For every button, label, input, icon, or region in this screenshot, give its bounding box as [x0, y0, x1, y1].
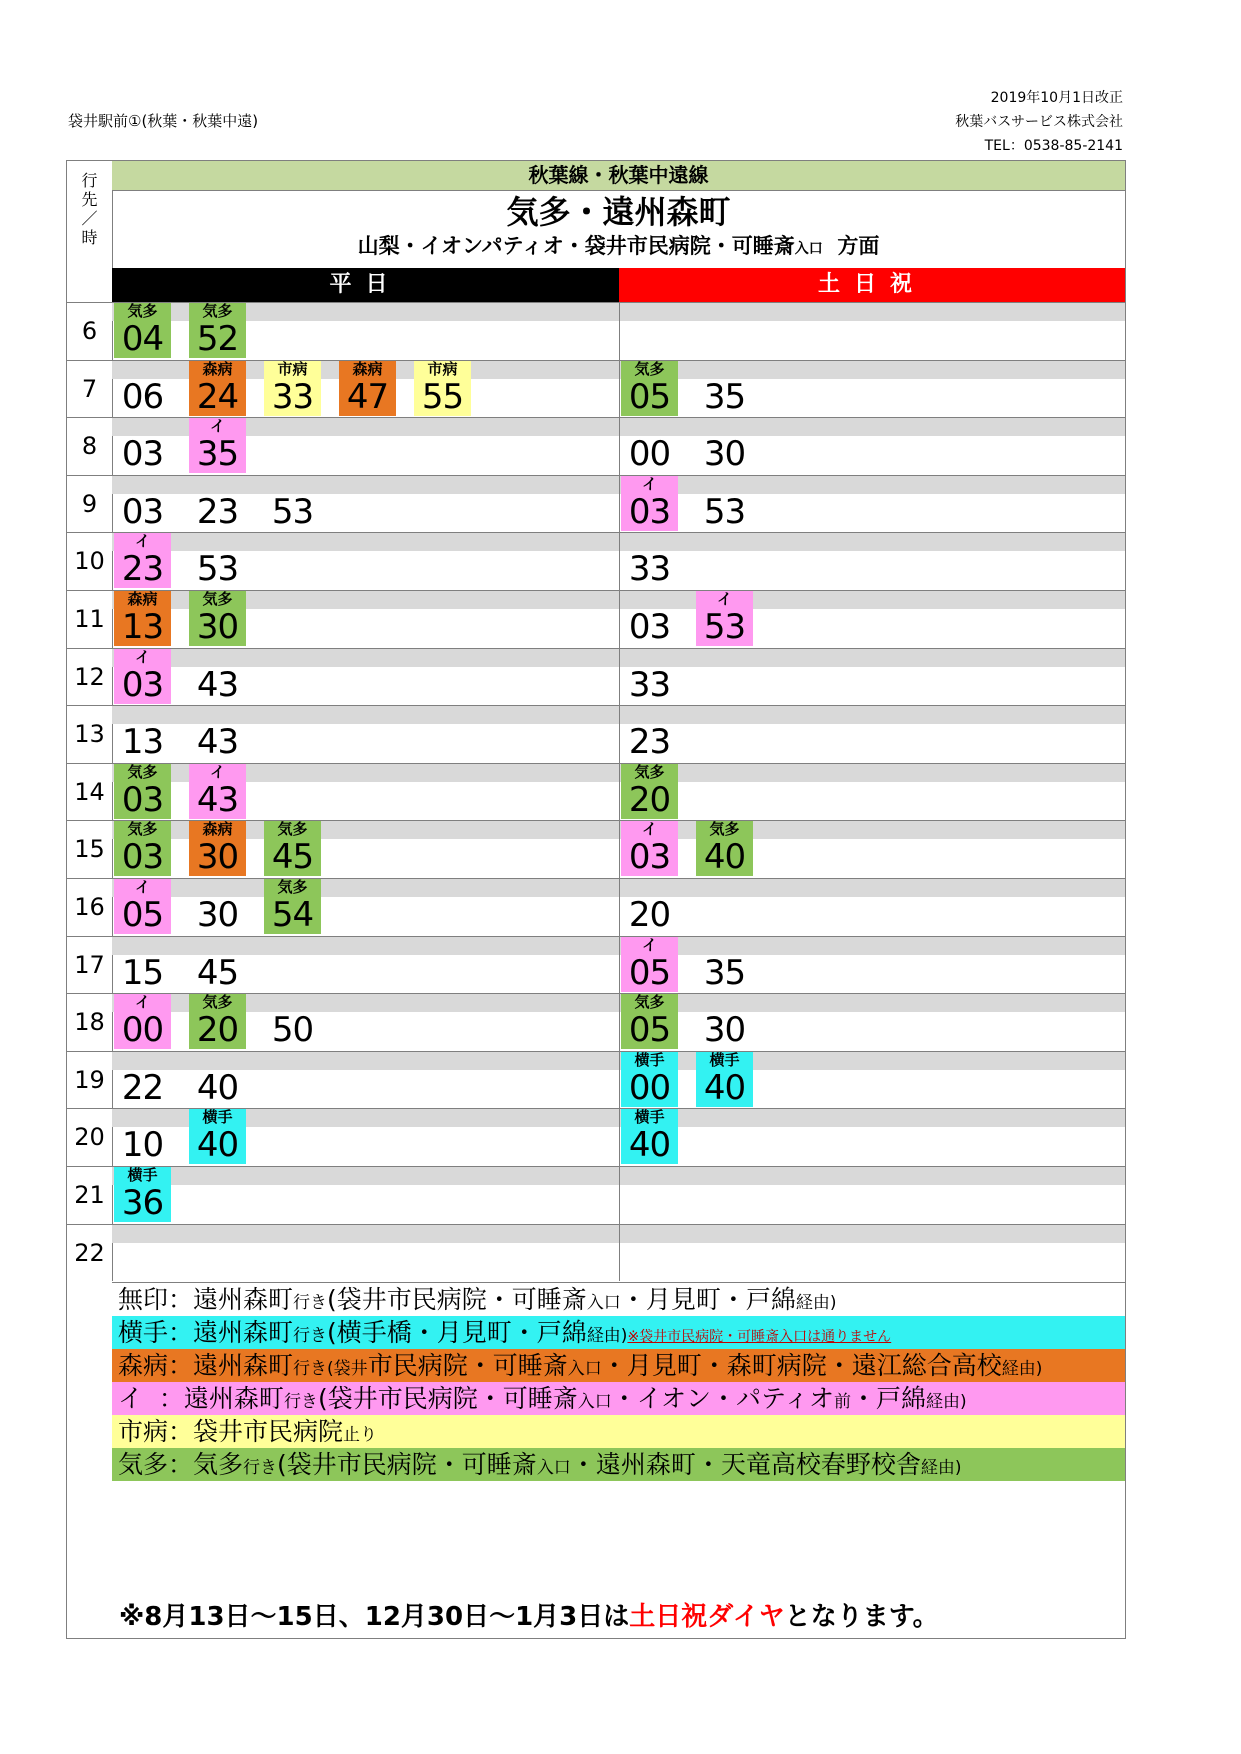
departure-minute: 03 [121, 434, 164, 475]
legend-key: 気多 [118, 1450, 169, 1479]
departure-tag [621, 879, 678, 896]
hour-label: 11 [74, 605, 105, 633]
hour-row [67, 705, 1125, 763]
departure-tag [114, 1052, 171, 1069]
weekday-departure [264, 879, 321, 934]
departure-tag [114, 937, 171, 954]
legend-ion: イ ：遠州森町行き(袋井市民病院・可睡斎入口・イオン・パティオ前・戸綿経由) [112, 1382, 1125, 1415]
legend-via-small2: 前 [833, 1392, 851, 1412]
departure-tag: 気多 [127, 302, 158, 320]
departure-minute: 40 [628, 1125, 671, 1166]
legend [112, 1282, 1125, 1481]
departure-minute: 05 [121, 895, 164, 935]
legend-via-small: 入口 [577, 1392, 612, 1412]
weekday-departure [189, 303, 246, 358]
departure-tag: イ [641, 935, 657, 954]
hour-row [67, 878, 1125, 936]
weekday-departure [114, 879, 171, 934]
weekday-departure [189, 361, 246, 416]
departure-tag: 気多 [634, 762, 665, 781]
weekday-departure [114, 649, 171, 704]
departure-minute: 52 [196, 319, 239, 359]
weekday-departure [264, 994, 321, 1049]
departure-minute: 30 [196, 837, 239, 878]
legend-dest: 遠州森町 [193, 1285, 294, 1314]
departure-tag: 気多 [202, 302, 233, 320]
weekday-departure [114, 476, 171, 531]
legend-suffix: 行き [293, 1326, 328, 1346]
departure-minute: 30 [703, 434, 746, 475]
departure-tag: イ [716, 590, 732, 608]
hour-row [67, 763, 1125, 821]
holiday-departure [621, 591, 678, 646]
departure-minute: 47 [346, 376, 389, 417]
hour-label: 8 [81, 432, 98, 461]
departure-tag: イ [134, 647, 150, 666]
departure-minute: 40 [703, 1067, 746, 1108]
via-line [112, 233, 1125, 262]
departure-minute: 40 [196, 1125, 239, 1166]
legend-none: 無印：遠州森町行き(袋井市民病院・可睡斎入口・月見町・戸綿経由) [118, 1285, 837, 1314]
departure-tag [189, 649, 246, 666]
departure-tag [621, 533, 678, 550]
departure-tag [189, 476, 246, 493]
departure-minute: 43 [196, 722, 239, 763]
departure-tag: 気多 [127, 762, 158, 781]
weekday-departure [114, 591, 171, 646]
departure-minute: 33 [628, 549, 671, 590]
legend-mori: 森病：遠州森町行き(袋井市民病院・可睡斎入口・月見町・森町病院・遠江総合高校経由) [112, 1349, 1125, 1382]
hour-row [67, 1224, 1125, 1282]
departure-minute: 03 [121, 837, 164, 878]
hour-label: 6 [81, 317, 98, 345]
departure-minute: 45 [196, 952, 239, 993]
hour-label: 21 [74, 1181, 105, 1209]
timetable-frame [66, 160, 1126, 1639]
weekday-departure [264, 476, 321, 531]
departure-minute: 55 [421, 376, 464, 417]
holiday-departure [621, 937, 678, 992]
departure-minute: 24 [196, 376, 239, 417]
legend-key: 市病 [118, 1417, 169, 1446]
legend-key: 横手 [118, 1318, 169, 1347]
departure-tag [189, 937, 246, 954]
departure-minute: 00 [628, 434, 671, 475]
departure-tag: 森病 [352, 359, 383, 378]
holiday-departure [621, 706, 678, 761]
departure-tag [114, 1109, 171, 1126]
hour-label: 13 [74, 720, 105, 749]
departure-tag [696, 476, 753, 493]
departure-minute: 43 [196, 664, 239, 705]
legend-end: 経由) [795, 1293, 837, 1313]
departure-minute: 35 [703, 376, 746, 417]
hour-label: 12 [74, 662, 105, 691]
weekday-departure [264, 361, 321, 416]
weekday-departure [114, 533, 171, 588]
footnote [119, 1596, 939, 1633]
departure-minute: 23 [628, 722, 671, 763]
hour-label: 7 [81, 374, 98, 403]
departure-minute: 13 [121, 722, 164, 763]
departure-tag: イ [134, 532, 150, 551]
departure-minute: 20 [628, 895, 671, 935]
departure-tag [189, 706, 246, 723]
departure-tag: 横手 [709, 1050, 740, 1069]
departure-tag [114, 361, 171, 378]
hour-label: 16 [74, 893, 105, 921]
legend-via-small-pre: (袋井 [327, 1359, 368, 1379]
departure-minute: 05 [628, 952, 671, 993]
departure-minute: 43 [196, 779, 239, 820]
hour-label: 22 [74, 1238, 105, 1267]
hour-column-header [67, 161, 112, 303]
legend-suffix: 行き [293, 1293, 328, 1313]
departure-tag: 気多 [202, 993, 233, 1012]
legend-via2: ・イオン・パティオ [611, 1384, 834, 1413]
departure-tag: イ [134, 878, 150, 896]
holiday-departure [696, 994, 753, 1049]
departure-tag: イ [209, 762, 225, 781]
departure-minute: 20 [628, 779, 671, 820]
departure-minute: 00 [121, 1010, 164, 1051]
footnote-red: 土日祝ダイヤ [629, 1602, 785, 1632]
weekday-departure [189, 879, 246, 934]
departure-minute: 36 [121, 1183, 164, 1223]
legend-end: 経由) [1001, 1359, 1043, 1379]
departure-minute: 53 [703, 607, 746, 647]
legend-via2: ・月見町・戸綿 [620, 1285, 796, 1314]
footnote-pre: ※8月13日～15日、12月30日～1月3日は [119, 1602, 630, 1632]
weekday-departure [114, 764, 171, 819]
departure-tag: イ [134, 993, 150, 1012]
departure-minute: 53 [703, 491, 746, 532]
departure-minute: 40 [703, 837, 746, 878]
weekday-departure [114, 821, 171, 876]
weekday-departure [189, 533, 246, 588]
departure-minute: 50 [271, 1010, 314, 1051]
holiday-departure [621, 476, 678, 531]
footnote-post: となります。 [784, 1602, 939, 1632]
departure-minute: 23 [196, 491, 239, 532]
legend-via: (横手橋・月見町・戸綿 [327, 1318, 587, 1347]
legend-suffix: 行き [243, 1458, 278, 1478]
legend-dest: 袋井市民病院 [193, 1417, 344, 1446]
via-small: 入口 [794, 241, 823, 257]
revision-date: 2019年10月1日改正 [990, 90, 1123, 106]
holiday-departure [621, 1052, 678, 1107]
holiday-departure [621, 764, 678, 819]
company-name: 秋葉バスサービス株式会社 [955, 114, 1123, 130]
hour-row [67, 993, 1125, 1051]
legend-suffix: 止り [343, 1425, 378, 1445]
departure-minute: 40 [196, 1067, 239, 1108]
holiday-departure [621, 1109, 678, 1164]
departure-tag: 気多 [202, 590, 233, 608]
holiday-departure [621, 879, 678, 934]
departure-minute: 22 [121, 1067, 164, 1108]
legend-dest: 遠州森町 [193, 1351, 294, 1380]
departure-minute: 13 [121, 607, 164, 647]
departure-tag: 森病 [127, 590, 158, 608]
via-direction: 方面 [837, 234, 880, 258]
weekday-departure [189, 821, 246, 876]
departure-minute: 30 [196, 895, 239, 935]
weekday-departure [114, 706, 171, 761]
legend-end: 経由) [925, 1392, 967, 1412]
departure-tag [114, 706, 171, 723]
departure-tag: 市病 [427, 359, 458, 378]
departure-minute: 00 [628, 1067, 671, 1108]
legend-via-small: 入口 [567, 1359, 602, 1379]
departure-minute: 30 [703, 1010, 746, 1051]
departure-minute: 06 [121, 376, 164, 417]
holiday-departure [621, 533, 678, 588]
column-divider [619, 302, 620, 1281]
departure-minute: 03 [628, 607, 671, 647]
holiday-departure [696, 476, 753, 531]
departure-tag: 市病 [277, 359, 308, 378]
legend-end: 経由) [586, 1326, 628, 1346]
departure-tag: 気多 [277, 820, 308, 839]
hour-row [67, 1051, 1125, 1109]
weekday-departure [189, 994, 246, 1049]
departure-tag: イ [641, 474, 657, 493]
departure-minute: 03 [121, 664, 164, 705]
departure-tag [696, 361, 753, 378]
weekday-departure [114, 303, 171, 358]
departure-minute: 10 [121, 1125, 164, 1166]
departure-tag [264, 994, 321, 1011]
departure-minute: 20 [196, 1010, 239, 1051]
departure-minute: 03 [121, 779, 164, 820]
weekday-departure [264, 821, 321, 876]
legend-via: (袋井市民病院・可睡斎 [317, 1384, 578, 1413]
departure-minute: 15 [121, 952, 164, 993]
legend-shi: 市病：袋井市民病院止り [112, 1415, 1125, 1448]
hour-row [67, 1108, 1125, 1166]
weekday-departure [114, 994, 171, 1049]
weekday-departure [189, 418, 246, 473]
hour-head-char: 時 [81, 228, 98, 247]
departure-tag: 森病 [202, 359, 233, 378]
departure-minute: 54 [271, 895, 314, 935]
header-info [955, 86, 1123, 158]
hour-label: 9 [81, 489, 98, 518]
weekday-departure [114, 937, 171, 992]
hour-row [67, 936, 1125, 994]
weekday-departure [189, 764, 246, 819]
weekday-departure [189, 706, 246, 761]
departure-minute: 03 [121, 491, 164, 532]
departure-tag [114, 418, 171, 435]
hour-head-char: 行 [81, 171, 98, 190]
hour-row [67, 590, 1125, 648]
weekday-departure [114, 361, 171, 416]
holiday-departure [696, 591, 753, 646]
holiday-departure [621, 994, 678, 1049]
weekday-departure [414, 361, 471, 416]
weekday-departure [189, 1052, 246, 1107]
hour-label: 10 [74, 547, 105, 576]
holiday-departure [696, 361, 753, 416]
hour-label: 18 [74, 1008, 105, 1037]
legend-kita: 気多：気多行き(袋井市民病院・可睡斎入口・遠州森町・天竜高校春野校舎経由) [112, 1448, 1125, 1481]
hour-head-char: 先 [81, 190, 98, 209]
holiday-departure [621, 418, 678, 473]
departure-minute: 33 [628, 664, 671, 705]
departure-tag [189, 879, 246, 896]
departure-tag: 横手 [634, 1108, 665, 1127]
departure-minute: 53 [271, 491, 314, 532]
hour-label: 15 [74, 835, 105, 864]
hour-row [67, 475, 1125, 533]
weekday-departure [189, 1109, 246, 1164]
weekday-departure [114, 418, 171, 473]
departure-minute: 35 [703, 952, 746, 993]
weekday-departure [189, 649, 246, 704]
departure-minute: 53 [196, 549, 239, 590]
hour-head-char: ／ [81, 209, 98, 228]
legend-note: ※袋井市民病院・可睡斎入口は通りません [627, 1329, 892, 1345]
legend-via2: ・月見町・森町病院・遠江総合高校 [601, 1351, 1002, 1380]
holiday-departure [696, 418, 753, 473]
departure-tag: イ [641, 820, 657, 839]
legend-end: 経由) [920, 1458, 962, 1478]
route-name: 秋葉線・秋葉中遠線 [112, 161, 1125, 191]
holiday-departure [696, 1052, 753, 1107]
legend-via3: ・戸綿 [850, 1384, 926, 1413]
departure-minute: 04 [121, 319, 164, 359]
legend-dest: 遠州森町 [183, 1384, 284, 1413]
legend-key: 無印 [118, 1285, 169, 1314]
hour-label: 17 [74, 950, 105, 979]
holiday-departure [696, 821, 753, 876]
departure-minute: 33 [271, 376, 314, 417]
weekday-departure [114, 1109, 171, 1164]
legend-yoko: 横手：遠州森町行き(横手橋・月見町・戸綿経由)※袋井市民病院・可睡斎入口は通りません [112, 1316, 1125, 1349]
weekday-departure [189, 937, 246, 992]
departure-minute: 03 [628, 491, 671, 532]
legend-via-small: 入口 [536, 1458, 571, 1478]
departure-tag: 横手 [202, 1108, 233, 1127]
holiday-departure [621, 649, 678, 704]
departure-minute: 30 [196, 607, 239, 647]
legend-key: イ [118, 1384, 144, 1413]
departure-tag: イ [209, 417, 225, 436]
departure-tag: 気多 [277, 878, 308, 896]
legend-suffix: 行き [293, 1359, 328, 1379]
departure-minute: 45 [271, 837, 314, 878]
legend-dest: 遠州森町 [193, 1318, 294, 1347]
legend-key: 森病 [118, 1351, 169, 1380]
holiday-departure [621, 361, 678, 416]
hour-row [67, 417, 1125, 475]
departure-tag [621, 591, 678, 608]
departure-tag [264, 476, 321, 493]
departure-minute: 23 [121, 549, 164, 590]
departure-tag: 気多 [634, 359, 665, 378]
departure-tag [114, 476, 171, 493]
hour-row [67, 648, 1125, 706]
legend-via-small: 入口 [586, 1293, 621, 1313]
holiday-departure [696, 937, 753, 992]
weekday-departure [339, 361, 396, 416]
weekday-departure [189, 476, 246, 531]
departure-tag: 横手 [127, 1166, 158, 1184]
departure-tag [621, 706, 678, 723]
departure-tag: 森病 [202, 820, 233, 839]
weekday-departure [189, 591, 246, 646]
hour-label: 20 [74, 1123, 105, 1152]
legend-via2: ・遠州森町・天竜高校春野校舎 [570, 1450, 921, 1479]
departure-minute: 05 [628, 1010, 671, 1051]
hour-row [67, 820, 1125, 878]
hour-label: 14 [74, 777, 105, 806]
departure-tag [696, 994, 753, 1011]
holiday-departure [621, 821, 678, 876]
departure-minute: 05 [628, 376, 671, 417]
departure-tag [621, 649, 678, 666]
departure-tag: 気多 [127, 820, 158, 839]
legend-dest: 気多 [193, 1450, 244, 1479]
weekday-header: 平日 [112, 268, 619, 302]
legend-via: (袋井市民病院・可睡斎 [277, 1450, 537, 1479]
departure-tag: 横手 [634, 1050, 665, 1069]
hour-row [67, 302, 1125, 360]
legend-via: (袋井市民病院・可睡斎 [327, 1285, 587, 1314]
stop-name: 袋井駅前①(秋葉・秋葉中遠) [68, 112, 259, 130]
departure-tag [696, 418, 753, 435]
via-stops: 山梨・イオンパティオ・袋井市民病院・可睡斎 [357, 234, 795, 258]
departure-tag: 気多 [634, 993, 665, 1012]
legend-suffix: 行き [283, 1392, 318, 1412]
hour-row [67, 532, 1125, 590]
hour-row [67, 1166, 1125, 1224]
phone-number: TEL：0538-85-2141 [984, 138, 1123, 154]
departure-minute: 35 [196, 434, 239, 475]
hour-row [67, 360, 1125, 418]
departure-minute: 03 [628, 837, 671, 878]
departure-tag [189, 533, 246, 550]
holiday-header: 土日祝 [619, 268, 1125, 302]
hour-label: 19 [74, 1065, 105, 1094]
departure-tag: 気多 [709, 820, 740, 839]
destination-title: 気多・遠州森町 [506, 193, 731, 231]
departure-tag [189, 1052, 246, 1069]
weekday-departure [114, 1167, 171, 1222]
weekday-departure [114, 1052, 171, 1107]
departure-tag [621, 418, 678, 435]
legend-via: 市民病院・可睡斎 [367, 1351, 568, 1380]
departure-tag [696, 937, 753, 954]
